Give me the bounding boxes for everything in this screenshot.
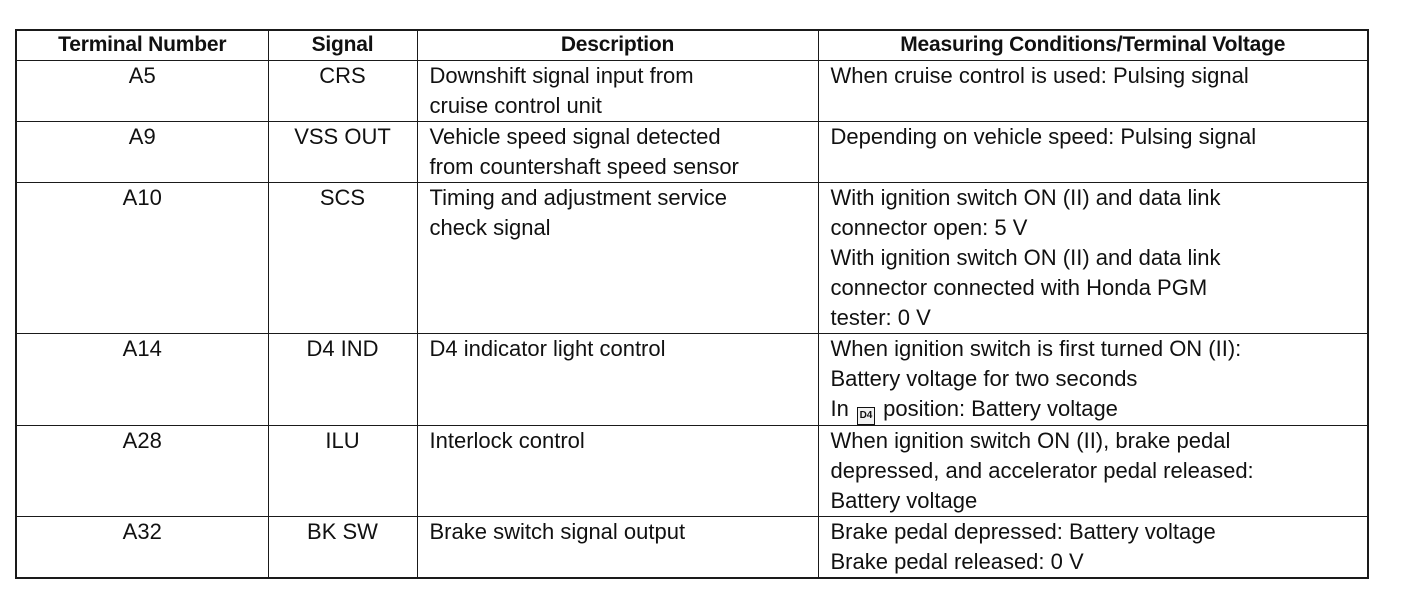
cell-terminal: A9: [16, 122, 268, 183]
conditions-line-d4: [831, 394, 1360, 425]
terminal-table-container: [15, 29, 1369, 579]
description-line: Brake switch signal output: [429, 519, 686, 544]
d4-position-icon: D4: [857, 407, 875, 425]
cell-signal: BK SW: [268, 517, 417, 579]
cell-description: [417, 183, 818, 334]
cell-description: [417, 426, 818, 517]
cell-conditions: [818, 183, 1368, 334]
table-row: [16, 61, 1368, 122]
cell-signal: SCS: [268, 183, 417, 334]
description-line: Vehicle speed signal detected: [429, 124, 721, 149]
header-measuring-conditions: Measuring Conditions/Terminal Voltage: [818, 30, 1368, 61]
description-line: check signal: [429, 215, 551, 240]
d4-prefix: In: [830, 396, 849, 421]
conditions-line: When ignition switch is first turned ON (II):: [830, 336, 1242, 361]
cell-description: [417, 122, 818, 183]
cell-terminal: A10: [16, 183, 268, 334]
table-row: [16, 426, 1368, 517]
conditions-line: When ignition switch ON (II), brake pedal: [830, 428, 1231, 453]
cell-conditions: [818, 334, 1368, 426]
cell-signal: D4 IND: [268, 334, 417, 426]
cell-description: [417, 517, 818, 579]
description-line: cruise control unit: [429, 93, 602, 118]
d4-suffix: position: Battery voltage: [883, 396, 1118, 421]
cell-description: [417, 334, 818, 426]
header-description: Description: [417, 30, 818, 61]
table-row: [16, 334, 1368, 426]
description-line: Downshift signal input from: [429, 63, 694, 88]
header-terminal-number: Terminal Number: [16, 30, 268, 61]
conditions-line: When cruise control is used: Pulsing signal: [830, 63, 1249, 88]
conditions-line: connector open: 5 V: [830, 215, 1028, 240]
cell-terminal: A32: [16, 517, 268, 579]
header-row: [16, 30, 1368, 61]
table-row: [16, 122, 1368, 183]
cell-conditions: [818, 426, 1368, 517]
conditions-line: With ignition switch ON (II) and data link: [830, 185, 1221, 210]
header-signal: Signal: [268, 30, 417, 61]
cell-signal: CRS: [268, 61, 417, 122]
cell-conditions: [818, 122, 1368, 183]
description-line: from countershaft speed sensor: [429, 154, 739, 179]
description-line: Timing and adjustment service: [429, 185, 728, 210]
conditions-line: With ignition switch ON (II) and data link: [830, 245, 1221, 270]
cell-signal: VSS OUT: [268, 122, 417, 183]
conditions-line: Brake pedal released: 0 V: [830, 549, 1084, 574]
cell-signal: ILU: [268, 426, 417, 517]
table-row: [16, 183, 1368, 334]
cell-conditions: [818, 61, 1368, 122]
cell-terminal: A14: [16, 334, 268, 426]
conditions-line: connector connected with Honda PGM: [830, 275, 1208, 300]
cell-terminal: A28: [16, 426, 268, 517]
cell-conditions: [818, 517, 1368, 579]
conditions-line: Brake pedal depressed: Battery voltage: [830, 519, 1216, 544]
conditions-line: tester: 0 V: [830, 305, 931, 330]
cell-description: [417, 61, 818, 122]
conditions-line: Battery voltage for two seconds: [830, 366, 1138, 391]
table-row: [16, 517, 1368, 579]
conditions-line: Battery voltage: [830, 488, 978, 513]
description-line: Interlock control: [429, 428, 585, 453]
description-line: D4 indicator light control: [429, 336, 666, 361]
terminal-table: [15, 29, 1369, 579]
conditions-line: Depending on vehicle speed: Pulsing signal: [830, 124, 1257, 149]
conditions-line: depressed, and accelerator pedal released:: [830, 458, 1254, 483]
cell-terminal: A5: [16, 61, 268, 122]
